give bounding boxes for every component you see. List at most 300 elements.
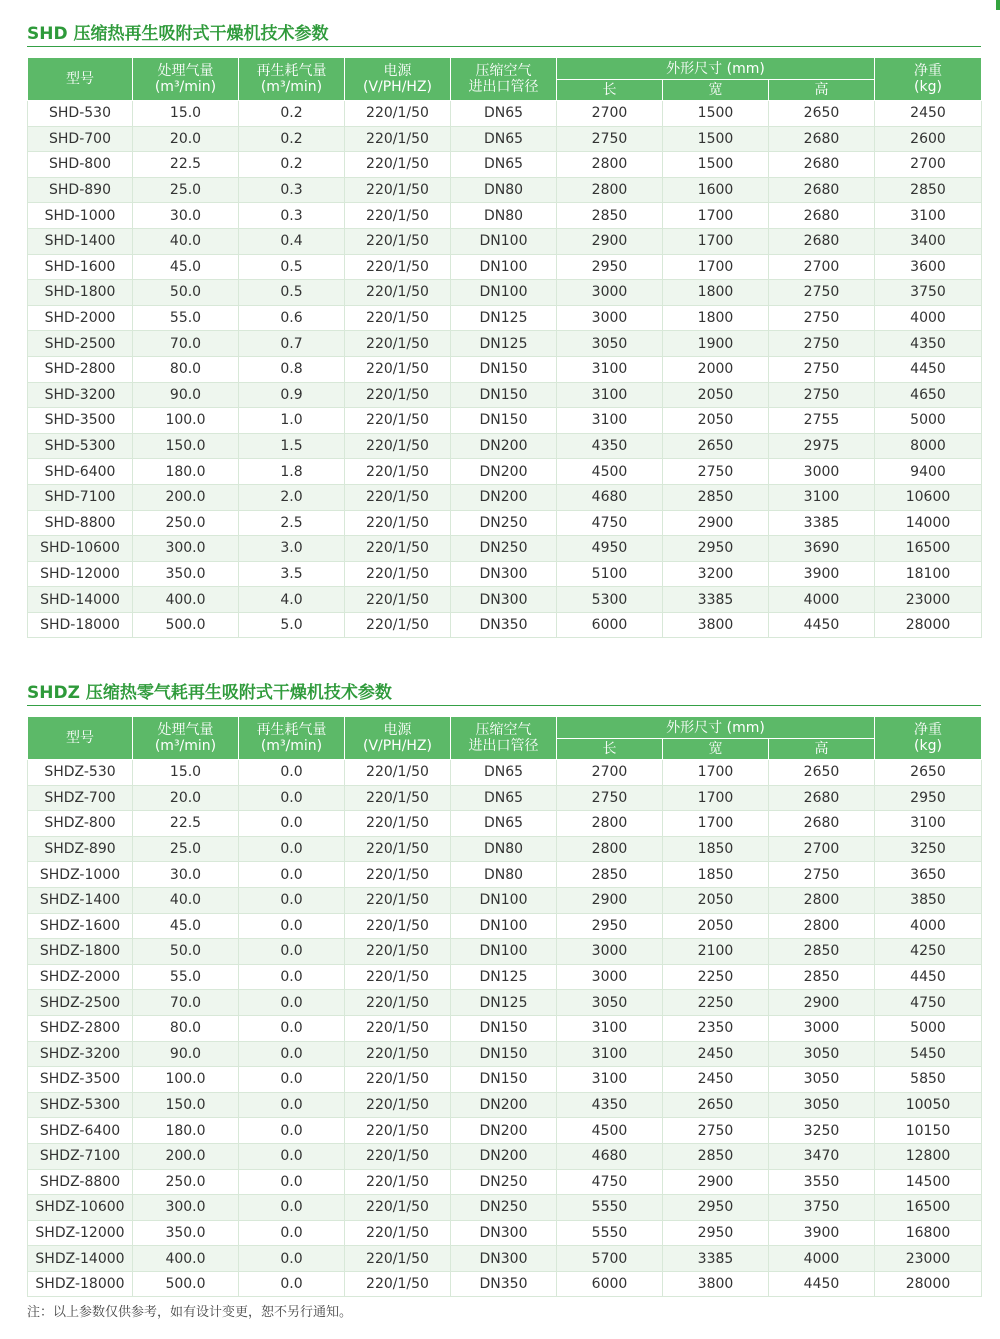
table-cell: 2680 xyxy=(769,228,875,254)
table-cell: 220/1/50 xyxy=(345,785,451,811)
table-cell: 2850 xyxy=(557,203,663,229)
table-cell: 3900 xyxy=(769,561,875,587)
table-cell: 350.0 xyxy=(133,561,239,587)
table-row xyxy=(28,305,982,331)
table-cell: 0.7 xyxy=(239,331,345,357)
table-cell: DN150 xyxy=(451,1015,557,1041)
table-cell: 0.0 xyxy=(239,990,345,1016)
table-cell: 220/1/50 xyxy=(345,760,451,786)
table-row xyxy=(28,433,982,459)
header-model: 型号 xyxy=(28,717,133,760)
table-cell: 28000 xyxy=(875,1271,982,1297)
header-regen-consumption: 再生耗气量 (m³/min) xyxy=(239,58,345,101)
table-cell: DN150 xyxy=(451,408,557,434)
table-cell: 22.5 xyxy=(133,152,239,178)
table-cell: 50.0 xyxy=(133,939,239,965)
table-cell: 3100 xyxy=(557,356,663,382)
table-cell: 4680 xyxy=(557,484,663,510)
table-cell: 2950 xyxy=(875,785,982,811)
table-cell: DN100 xyxy=(451,887,557,913)
table-cell: 3600 xyxy=(875,254,982,280)
table-cell: DN200 xyxy=(451,459,557,485)
table-cell: SHD-1400 xyxy=(28,228,133,254)
table-cell: 2900 xyxy=(557,887,663,913)
header-width: 宽 xyxy=(663,80,769,101)
table-cell: SHDZ-1000 xyxy=(28,862,133,888)
table-cell: DN200 xyxy=(451,1092,557,1118)
table-cell: DN80 xyxy=(451,836,557,862)
table-cell: SHDZ-3500 xyxy=(28,1067,133,1093)
table-cell: 220/1/50 xyxy=(345,1067,451,1093)
table-cell: 2750 xyxy=(557,785,663,811)
table-cell: 220/1/50 xyxy=(345,1169,451,1195)
table-cell: SHDZ-2000 xyxy=(28,964,133,990)
header-power: 电源 (V/PH/HZ) xyxy=(345,58,451,101)
table-cell: 4950 xyxy=(557,536,663,562)
table-cell: DN65 xyxy=(451,126,557,152)
header-length: 长 xyxy=(557,739,663,760)
table-cell: SHDZ-1800 xyxy=(28,939,133,965)
table-cell: 220/1/50 xyxy=(345,356,451,382)
table-cell: SHDZ-12000 xyxy=(28,1220,133,1246)
table-cell: SHDZ-530 xyxy=(28,760,133,786)
table-cell: 2750 xyxy=(769,356,875,382)
table-cell: 1.8 xyxy=(239,459,345,485)
table-cell: DN65 xyxy=(451,760,557,786)
table-cell: 0.0 xyxy=(239,760,345,786)
table-cell: 250.0 xyxy=(133,510,239,536)
table-cell: 2250 xyxy=(663,964,769,990)
table-row xyxy=(28,836,982,862)
table-cell: 10150 xyxy=(875,1118,982,1144)
table-cell: 2750 xyxy=(769,305,875,331)
table-cell: 220/1/50 xyxy=(345,561,451,587)
table-cell: 2450 xyxy=(663,1067,769,1093)
table-cell: DN300 xyxy=(451,1220,557,1246)
table-cell: 2700 xyxy=(557,760,663,786)
table-cell: 0.9 xyxy=(239,382,345,408)
table-cell: 3850 xyxy=(875,887,982,913)
table-cell: 3.5 xyxy=(239,561,345,587)
table-cell: 0.0 xyxy=(239,964,345,990)
table-cell: DN80 xyxy=(451,177,557,203)
table-cell: 4680 xyxy=(557,1143,663,1169)
table-cell: 0.3 xyxy=(239,203,345,229)
table-cell: 2800 xyxy=(557,811,663,837)
table-cell: DN300 xyxy=(451,587,557,613)
table-cell: SHDZ-5300 xyxy=(28,1092,133,1118)
shd-section xyxy=(27,22,981,638)
table-cell: 2975 xyxy=(769,433,875,459)
table-cell: 20.0 xyxy=(133,785,239,811)
table-cell: 220/1/50 xyxy=(345,939,451,965)
table-cell: SHD-1800 xyxy=(28,280,133,306)
table-cell: 5550 xyxy=(557,1220,663,1246)
table-row xyxy=(28,177,982,203)
table-cell: 0.0 xyxy=(239,913,345,939)
table-cell: 2800 xyxy=(557,836,663,862)
table-cell: 3050 xyxy=(769,1041,875,1067)
table-cell: 6000 xyxy=(557,1271,663,1297)
table-cell: DN150 xyxy=(451,382,557,408)
table-cell: 2000 xyxy=(663,356,769,382)
table-cell: 220/1/50 xyxy=(345,331,451,357)
table-cell: SHD-2000 xyxy=(28,305,133,331)
table-cell: 220/1/50 xyxy=(345,254,451,280)
table-cell: SHD-700 xyxy=(28,126,133,152)
table-cell: 2650 xyxy=(663,433,769,459)
header-power: 电源 (V/PH/HZ) xyxy=(345,717,451,760)
table-cell: 2680 xyxy=(769,811,875,837)
table-cell: SHD-10600 xyxy=(28,536,133,562)
table-row xyxy=(28,1118,982,1144)
table-row xyxy=(28,280,982,306)
table-cell: 3050 xyxy=(557,331,663,357)
table-cell: 22.5 xyxy=(133,811,239,837)
table-cell: 400.0 xyxy=(133,1246,239,1272)
table-cell: 80.0 xyxy=(133,356,239,382)
table-cell: 220/1/50 xyxy=(345,1118,451,1144)
table-row xyxy=(28,1195,982,1221)
table-cell: 12800 xyxy=(875,1143,982,1169)
table-cell: 3250 xyxy=(769,1118,875,1144)
header-regen-consumption: 再生耗气量 (m³/min) xyxy=(239,717,345,760)
table-cell: 1700 xyxy=(663,760,769,786)
table-cell: 2680 xyxy=(769,126,875,152)
table-row xyxy=(28,101,982,127)
table-cell: 1500 xyxy=(663,126,769,152)
table-cell: SHD-1000 xyxy=(28,203,133,229)
table-cell: 2750 xyxy=(663,459,769,485)
table-cell: 9400 xyxy=(875,459,982,485)
table-cell: DN65 xyxy=(451,785,557,811)
table-cell: 0.3 xyxy=(239,177,345,203)
table-row xyxy=(28,1092,982,1118)
table-cell: 5000 xyxy=(875,408,982,434)
table-row xyxy=(28,1041,982,1067)
table-cell: 2680 xyxy=(769,203,875,229)
table-cell: SHD-530 xyxy=(28,101,133,127)
table-cell: 0.0 xyxy=(239,1143,345,1169)
table-cell: 0.0 xyxy=(239,1169,345,1195)
table-cell: 220/1/50 xyxy=(345,913,451,939)
table-row xyxy=(28,1169,982,1195)
table-cell: DN125 xyxy=(451,305,557,331)
table-cell: 10600 xyxy=(875,484,982,510)
table-cell: 220/1/50 xyxy=(345,1015,451,1041)
table-cell: 3750 xyxy=(875,280,982,306)
table-cell: 0.0 xyxy=(239,939,345,965)
table-row xyxy=(28,760,982,786)
table-cell: 0.0 xyxy=(239,1092,345,1118)
table-cell: 220/1/50 xyxy=(345,382,451,408)
table-cell: SHD-8800 xyxy=(28,510,133,536)
table-cell: 15.0 xyxy=(133,101,239,127)
table-cell: 1850 xyxy=(663,836,769,862)
table-row xyxy=(28,939,982,965)
table-row xyxy=(28,785,982,811)
table-cell: 0.8 xyxy=(239,356,345,382)
table-cell: 2650 xyxy=(769,101,875,127)
table-cell: 90.0 xyxy=(133,1041,239,1067)
table-cell: 0.0 xyxy=(239,785,345,811)
table-cell: 1850 xyxy=(663,862,769,888)
table-cell: 1700 xyxy=(663,785,769,811)
table-cell: 2450 xyxy=(875,101,982,127)
table-row xyxy=(28,1271,982,1297)
table-row xyxy=(28,964,982,990)
table-row xyxy=(28,382,982,408)
table-cell: 2050 xyxy=(663,382,769,408)
table-row xyxy=(28,587,982,613)
table-cell: SHDZ-6400 xyxy=(28,1118,133,1144)
table-cell: SHDZ-2800 xyxy=(28,1015,133,1041)
table-row xyxy=(28,126,982,152)
table-cell: 4000 xyxy=(769,1246,875,1272)
table-cell: DN250 xyxy=(451,1169,557,1195)
table-cell: 220/1/50 xyxy=(345,228,451,254)
table-cell: 2750 xyxy=(769,382,875,408)
table-cell: SHDZ-1600 xyxy=(28,913,133,939)
table-cell: 2750 xyxy=(769,862,875,888)
table-cell: 5450 xyxy=(875,1041,982,1067)
table-cell: 3100 xyxy=(557,408,663,434)
table-cell: 2750 xyxy=(769,280,875,306)
table-cell: 0.2 xyxy=(239,126,345,152)
table-cell: 500.0 xyxy=(133,612,239,638)
table-cell: 3050 xyxy=(557,990,663,1016)
table-cell: 4250 xyxy=(875,939,982,965)
header-pipe-size: 压缩空气 进出口管径 xyxy=(451,717,557,760)
header-width: 宽 xyxy=(663,739,769,760)
table-cell: 2900 xyxy=(557,228,663,254)
table-cell: 2850 xyxy=(663,484,769,510)
table-cell: 220/1/50 xyxy=(345,1092,451,1118)
table-cell: 4.0 xyxy=(239,587,345,613)
table-row xyxy=(28,811,982,837)
table-cell: 30.0 xyxy=(133,862,239,888)
table-cell: 3800 xyxy=(663,1271,769,1297)
table-cell: 4650 xyxy=(875,382,982,408)
table-cell: DN80 xyxy=(451,862,557,888)
table-cell: 10050 xyxy=(875,1092,982,1118)
table-cell: SHD-14000 xyxy=(28,587,133,613)
table-cell: 220/1/50 xyxy=(345,1195,451,1221)
table-cell: 2950 xyxy=(663,536,769,562)
table-cell: 23000 xyxy=(875,587,982,613)
table-cell: 70.0 xyxy=(133,331,239,357)
table-cell: 3100 xyxy=(557,1067,663,1093)
table-cell: 8000 xyxy=(875,433,982,459)
table-cell: 3000 xyxy=(557,280,663,306)
table-cell: 150.0 xyxy=(133,433,239,459)
table-cell: 2850 xyxy=(769,939,875,965)
table-cell: 18100 xyxy=(875,561,982,587)
table-cell: 0.2 xyxy=(239,101,345,127)
table-cell: DN350 xyxy=(451,1271,557,1297)
table-cell: 2.5 xyxy=(239,510,345,536)
header-capacity: 处理气量 (m³/min) xyxy=(133,717,239,760)
table-cell: DN150 xyxy=(451,356,557,382)
table-cell: 0.0 xyxy=(239,862,345,888)
table-cell: 1600 xyxy=(663,177,769,203)
table-cell: DN80 xyxy=(451,203,557,229)
table-cell: 220/1/50 xyxy=(345,101,451,127)
table-cell: SHD-3200 xyxy=(28,382,133,408)
table-cell: 2050 xyxy=(663,408,769,434)
table-cell: DN65 xyxy=(451,811,557,837)
table-cell: DN100 xyxy=(451,939,557,965)
table-cell: 220/1/50 xyxy=(345,836,451,862)
table-cell: 3100 xyxy=(557,1041,663,1067)
table-cell: 50.0 xyxy=(133,280,239,306)
table-cell: 0.0 xyxy=(239,1271,345,1297)
table-cell: 3900 xyxy=(769,1220,875,1246)
table-cell: 5100 xyxy=(557,561,663,587)
table-cell: 220/1/50 xyxy=(345,1271,451,1297)
table-cell: 1700 xyxy=(663,811,769,837)
table-cell: 3000 xyxy=(769,459,875,485)
table-cell: 0.0 xyxy=(239,1067,345,1093)
footnote: 注：以上参数仅供参考，如有设计变更，恕不另行通知。 xyxy=(27,1305,353,1320)
table-row xyxy=(28,459,982,485)
table-cell: 5550 xyxy=(557,1195,663,1221)
table-cell: 16500 xyxy=(875,1195,982,1221)
table-cell: 2650 xyxy=(769,760,875,786)
table-cell: 2800 xyxy=(769,913,875,939)
table-cell: 100.0 xyxy=(133,1067,239,1093)
shd-table-header xyxy=(28,58,982,101)
table-cell: SHDZ-800 xyxy=(28,811,133,837)
table-cell: DN100 xyxy=(451,228,557,254)
table-row xyxy=(28,913,982,939)
table-cell: 4000 xyxy=(769,587,875,613)
table-cell: 4000 xyxy=(875,913,982,939)
table-cell: DN125 xyxy=(451,331,557,357)
table-cell: 200.0 xyxy=(133,484,239,510)
table-cell: 1500 xyxy=(663,101,769,127)
table-cell: 3100 xyxy=(769,484,875,510)
table-cell: SHD-800 xyxy=(28,152,133,178)
table-cell: 1500 xyxy=(663,152,769,178)
table-cell: 2700 xyxy=(769,836,875,862)
table-cell: DN65 xyxy=(451,101,557,127)
table-cell: 0.2 xyxy=(239,152,345,178)
table-cell: 4450 xyxy=(769,612,875,638)
table-cell: 3385 xyxy=(663,587,769,613)
table-cell: DN125 xyxy=(451,964,557,990)
table-cell: SHDZ-700 xyxy=(28,785,133,811)
table-cell: 2680 xyxy=(769,177,875,203)
table-cell: 40.0 xyxy=(133,887,239,913)
table-cell: 220/1/50 xyxy=(345,1220,451,1246)
header-capacity: 处理气量 (m³/min) xyxy=(133,58,239,101)
table-cell: 3250 xyxy=(875,836,982,862)
table-cell: 3100 xyxy=(875,203,982,229)
shdz-table-header xyxy=(28,717,982,760)
table-cell: 2650 xyxy=(663,1092,769,1118)
table-cell: 3400 xyxy=(875,228,982,254)
table-cell: SHD-2500 xyxy=(28,331,133,357)
table-cell: DN200 xyxy=(451,1118,557,1144)
table-cell: 1800 xyxy=(663,305,769,331)
table-cell: 300.0 xyxy=(133,1195,239,1221)
table-row xyxy=(28,356,982,382)
table-cell: 55.0 xyxy=(133,305,239,331)
table-cell: SHDZ-890 xyxy=(28,836,133,862)
table-cell: DN250 xyxy=(451,510,557,536)
table-cell: 400.0 xyxy=(133,587,239,613)
corner-accent xyxy=(996,0,1000,10)
table-cell: 2850 xyxy=(557,862,663,888)
table-row xyxy=(28,862,982,888)
table-cell: SHDZ-1400 xyxy=(28,887,133,913)
table-cell: 2100 xyxy=(663,939,769,965)
table-cell: 0.4 xyxy=(239,228,345,254)
table-cell: 3650 xyxy=(875,862,982,888)
table-cell: 40.0 xyxy=(133,228,239,254)
header-model: 型号 xyxy=(28,58,133,101)
table-cell: DN100 xyxy=(451,280,557,306)
table-cell: 0.0 xyxy=(239,811,345,837)
table-cell: SHD-5300 xyxy=(28,433,133,459)
table-cell: 25.0 xyxy=(133,836,239,862)
table-cell: DN200 xyxy=(451,484,557,510)
table-cell: 2755 xyxy=(769,408,875,434)
table-row xyxy=(28,510,982,536)
table-row xyxy=(28,1067,982,1093)
table-cell: 4750 xyxy=(875,990,982,1016)
table-row xyxy=(28,990,982,1016)
table-cell: 0.0 xyxy=(239,1246,345,1272)
table-cell: 15.0 xyxy=(133,760,239,786)
table-cell: 0.0 xyxy=(239,1118,345,1144)
header-dimensions: 外形尺寸 (mm) xyxy=(557,58,875,80)
table-cell: SHDZ-2500 xyxy=(28,990,133,1016)
table-cell: SHD-12000 xyxy=(28,561,133,587)
table-row xyxy=(28,1143,982,1169)
table-cell: 3000 xyxy=(769,1015,875,1041)
table-cell: DN350 xyxy=(451,612,557,638)
table-cell: 3000 xyxy=(557,964,663,990)
table-cell: SHD-6400 xyxy=(28,459,133,485)
table-cell: 220/1/50 xyxy=(345,177,451,203)
table-cell: 220/1/50 xyxy=(345,305,451,331)
table-cell: 2700 xyxy=(557,101,663,127)
table-cell: 14000 xyxy=(875,510,982,536)
table-cell: 2750 xyxy=(769,331,875,357)
table-cell: 30.0 xyxy=(133,203,239,229)
table-cell: 0.6 xyxy=(239,305,345,331)
table-cell: 180.0 xyxy=(133,459,239,485)
header-length: 长 xyxy=(557,80,663,101)
table-cell: 0.0 xyxy=(239,1015,345,1041)
table-cell: 250.0 xyxy=(133,1169,239,1195)
table-cell: DN200 xyxy=(451,1143,557,1169)
table-cell: 1700 xyxy=(663,254,769,280)
table-cell: 5300 xyxy=(557,587,663,613)
table-cell: 2600 xyxy=(875,126,982,152)
table-cell: 5850 xyxy=(875,1067,982,1093)
table-cell: 220/1/50 xyxy=(345,1143,451,1169)
table-cell: 3690 xyxy=(769,536,875,562)
table-cell: 2650 xyxy=(875,760,982,786)
table-cell: 180.0 xyxy=(133,1118,239,1144)
table-cell: 4500 xyxy=(557,1118,663,1144)
table-cell: 2900 xyxy=(769,990,875,1016)
table-cell: 220/1/50 xyxy=(345,1041,451,1067)
table-cell: 1.5 xyxy=(239,433,345,459)
